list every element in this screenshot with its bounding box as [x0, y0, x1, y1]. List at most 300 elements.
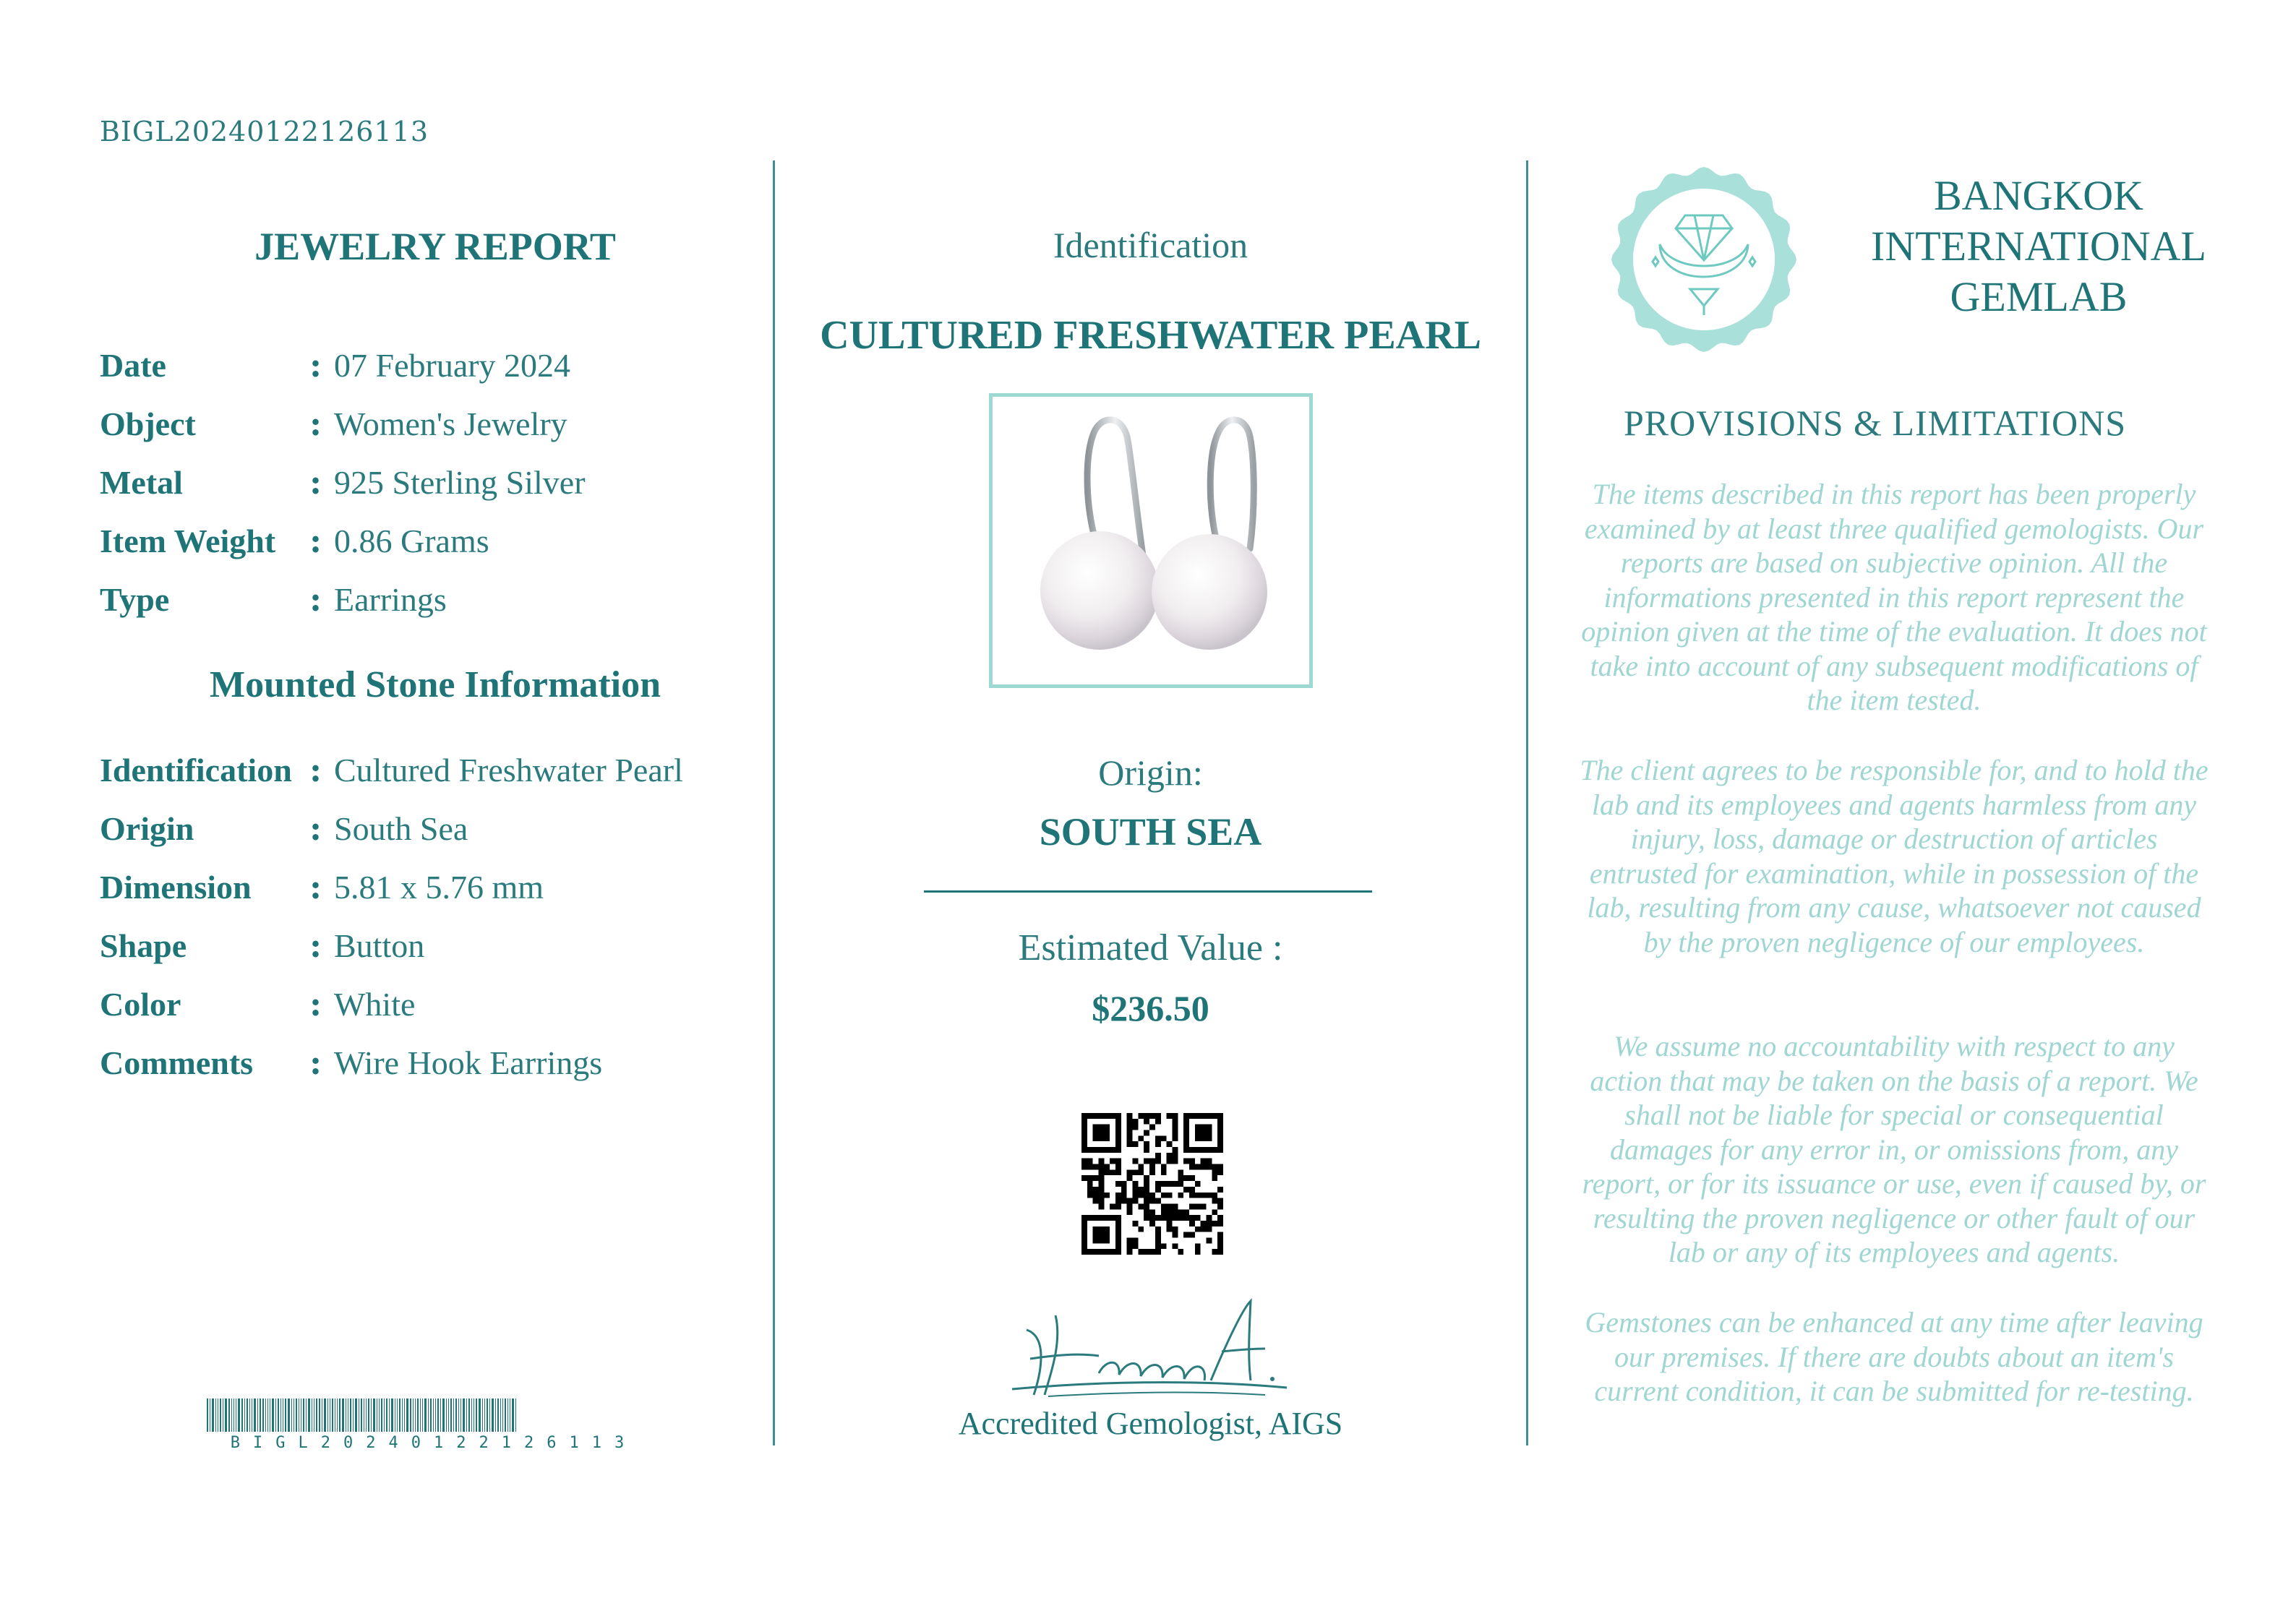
- barcode-bar: [512, 1399, 514, 1432]
- qr-module: [1144, 1130, 1149, 1136]
- qr-module: [1127, 1130, 1133, 1136]
- qr-module: [1144, 1198, 1149, 1204]
- qr-module: [1081, 1221, 1087, 1226]
- barcode-bar: [450, 1399, 452, 1432]
- qr-module: [1161, 1209, 1167, 1215]
- qr-module: [1127, 1135, 1133, 1141]
- qr-module: [1081, 1164, 1087, 1170]
- barcode-bar: [417, 1399, 419, 1432]
- qr-module: [1133, 1221, 1139, 1226]
- qr-module: [1201, 1226, 1207, 1232]
- qr-module: [1099, 1232, 1105, 1238]
- field-value: South Sea: [334, 810, 468, 847]
- qr-module: [1115, 1125, 1121, 1130]
- field-label: Shape: [100, 927, 187, 964]
- qr-module: [1104, 1164, 1110, 1170]
- qr-module: [1110, 1215, 1115, 1221]
- stone-name: CULTURED FRESHWATER PEARL: [820, 313, 1481, 358]
- qr-module: [1133, 1141, 1139, 1147]
- barcode-bar: [207, 1399, 208, 1432]
- barcode-bar: [368, 1399, 369, 1432]
- qr-module: [1121, 1187, 1127, 1193]
- qr-module: [1133, 1125, 1139, 1130]
- qr-module: [1133, 1159, 1139, 1164]
- barcode-bar: [433, 1399, 434, 1432]
- qr-module: [1138, 1226, 1144, 1232]
- barcode-bar: [386, 1399, 387, 1432]
- qr-module: [1217, 1135, 1223, 1141]
- qr-module: [1099, 1181, 1105, 1187]
- barcode-bar: [220, 1399, 221, 1432]
- qr-module: [1201, 1203, 1207, 1209]
- barcode-bar: [308, 1399, 310, 1432]
- qr-module: [1212, 1221, 1217, 1226]
- qr-module: [1093, 1175, 1099, 1181]
- barcode-bar: [502, 1399, 503, 1432]
- qr-module: [1115, 1226, 1121, 1232]
- barcode-bar: [296, 1399, 297, 1432]
- field-row-dimension: [100, 867, 683, 926]
- barcode-bar: [342, 1399, 344, 1432]
- barcode-bar: [495, 1399, 496, 1432]
- qr-module: [1144, 1159, 1149, 1164]
- barcode-bar: [468, 1399, 470, 1432]
- qr-module: [1149, 1159, 1155, 1164]
- qr-module: [1217, 1243, 1223, 1249]
- qr-module: [1183, 1232, 1189, 1238]
- qr-module: [1161, 1215, 1167, 1221]
- field-row-date: [100, 345, 586, 404]
- barcode-bar: [249, 1399, 250, 1432]
- qr-module: [1110, 1147, 1115, 1153]
- qr-module: [1115, 1113, 1121, 1119]
- qr-module: [1104, 1169, 1110, 1175]
- qr-module: [1161, 1169, 1167, 1175]
- qr-module: [1195, 1164, 1201, 1170]
- field-value: Button: [334, 927, 425, 964]
- qr-module: [1201, 1221, 1207, 1226]
- field-row-identification: [100, 750, 683, 809]
- qr-module: [1155, 1119, 1161, 1125]
- field-value: Wire Hook Earrings: [334, 1044, 603, 1081]
- field-row-type: [100, 580, 586, 638]
- qr-module: [1161, 1203, 1167, 1209]
- provisions-paragraph: The items described in this report has been properly examined by at least three qualified gemologists. Our reports are based on subjective opinion. All the informations presented in this report represent the opinion given at the time of the evaluation. It does not take into account of any subsequent modifications of the item tested.: [1581, 478, 2207, 716]
- barcode-bar: [381, 1399, 382, 1432]
- qr-module: [1167, 1215, 1173, 1221]
- qr-module: [1217, 1249, 1223, 1255]
- barcode-bar: [327, 1399, 328, 1432]
- qr-module: [1138, 1203, 1144, 1209]
- qr-module: [1189, 1147, 1195, 1153]
- qr-module: [1183, 1187, 1189, 1193]
- barcode-bar: [448, 1399, 449, 1432]
- qr-module: [1104, 1135, 1110, 1141]
- qr-module: [1206, 1159, 1212, 1164]
- qr-module: [1138, 1169, 1144, 1175]
- barcode-bar: [355, 1399, 357, 1432]
- qr-module: [1167, 1113, 1173, 1119]
- lab-name-line: GEMLAB: [1950, 273, 2128, 320]
- qr-module: [1133, 1237, 1139, 1243]
- barcode-bar: [402, 1399, 403, 1432]
- qr-module: [1155, 1232, 1161, 1238]
- field-label: Color: [100, 986, 181, 1023]
- qr-module: [1115, 1198, 1121, 1204]
- barcode-bar: [458, 1399, 459, 1432]
- signature-icon: [1005, 1286, 1294, 1402]
- qr-module: [1127, 1237, 1133, 1243]
- barcode-bar: [489, 1399, 490, 1432]
- qr-module: [1195, 1113, 1201, 1119]
- qr-module: [1189, 1175, 1195, 1181]
- qr-module: [1189, 1193, 1195, 1198]
- qr-module: [1195, 1130, 1201, 1136]
- middle-divider-rule: [924, 890, 1372, 893]
- qr-module: [1087, 1159, 1093, 1164]
- qr-code-icon: [1081, 1113, 1223, 1255]
- field-value: 0.86 Grams: [334, 523, 489, 559]
- qr-module: [1201, 1147, 1207, 1153]
- qr-module: [1087, 1181, 1093, 1187]
- barcode-bar: [404, 1399, 405, 1432]
- qr-module: [1172, 1181, 1178, 1187]
- qr-module: [1099, 1203, 1105, 1209]
- qr-module: [1155, 1153, 1161, 1159]
- qr-module: [1104, 1193, 1110, 1198]
- qr-module: [1178, 1181, 1183, 1187]
- qr-module: [1093, 1187, 1099, 1193]
- qr-module: [1212, 1193, 1217, 1198]
- barcode-bar: [267, 1399, 268, 1432]
- qr-module: [1087, 1249, 1093, 1255]
- qr-module: [1183, 1119, 1189, 1125]
- barcode-bar: [373, 1399, 375, 1432]
- qr-module: [1161, 1164, 1167, 1170]
- barcode-bar: [410, 1399, 411, 1432]
- qr-module: [1183, 1215, 1189, 1221]
- qr-module: [1149, 1249, 1155, 1255]
- qr-module: [1138, 1187, 1144, 1193]
- qr-module: [1144, 1175, 1149, 1181]
- qr-module: [1144, 1249, 1149, 1255]
- qr-module: [1127, 1141, 1133, 1147]
- barcode-bar: [482, 1399, 483, 1432]
- column-divider-right: [1526, 160, 1528, 1445]
- qr-module: [1206, 1215, 1212, 1221]
- qr-module: [1178, 1193, 1183, 1198]
- barcode-bar: [471, 1399, 472, 1432]
- qr-module: [1138, 1135, 1144, 1141]
- qr-module: [1149, 1221, 1155, 1226]
- qr-module: [1087, 1175, 1093, 1181]
- qr-module: [1195, 1181, 1201, 1187]
- barcode-bar: [288, 1399, 290, 1432]
- qr-module: [1212, 1209, 1217, 1215]
- qr-module: [1149, 1215, 1155, 1221]
- qr-module: [1217, 1141, 1223, 1147]
- qr-module: [1178, 1215, 1183, 1221]
- barcode-bar: [505, 1399, 506, 1432]
- barcode-bar: [337, 1399, 338, 1432]
- qr-module: [1081, 1237, 1087, 1243]
- qr-module: [1087, 1164, 1093, 1170]
- barcode-bar: [285, 1399, 286, 1432]
- qr-module: [1155, 1141, 1161, 1147]
- qr-module: [1217, 1203, 1223, 1209]
- barcode-bar: [413, 1399, 414, 1432]
- qr-module: [1144, 1203, 1149, 1209]
- field-row-color: [100, 984, 683, 1043]
- qr-module: [1081, 1243, 1087, 1249]
- mounted-stone-title: Mounted Stone Information: [209, 664, 661, 705]
- qr-module: [1093, 1249, 1099, 1255]
- barcode-bar: [391, 1399, 393, 1432]
- qr-module: [1206, 1193, 1212, 1198]
- qr-module: [1093, 1237, 1099, 1243]
- qr-module: [1195, 1215, 1201, 1221]
- barcode-bar: [435, 1399, 436, 1432]
- qr-module: [1104, 1249, 1110, 1255]
- qr-module: [1178, 1209, 1183, 1215]
- qr-module: [1110, 1159, 1115, 1164]
- barcode-bar: [280, 1399, 281, 1432]
- barcode-bar: [215, 1399, 216, 1432]
- qr-module: [1104, 1130, 1110, 1136]
- qr-module: [1099, 1187, 1105, 1193]
- qr-module: [1115, 1215, 1121, 1221]
- barcode-bar: [244, 1399, 245, 1432]
- qr-module: [1167, 1193, 1173, 1198]
- qr-module: [1115, 1193, 1121, 1198]
- barcode-bar: [303, 1399, 304, 1432]
- lab-name-line: BANGKOK: [1934, 172, 2143, 219]
- qr-module: [1115, 1135, 1121, 1141]
- qr-module: [1099, 1125, 1105, 1130]
- qr-module: [1087, 1215, 1093, 1221]
- qr-module: [1133, 1181, 1139, 1187]
- barcode-bar: [389, 1399, 390, 1432]
- qr-module: [1093, 1226, 1099, 1232]
- barcode-bar: [324, 1399, 326, 1432]
- origin-label: Origin:: [1098, 752, 1203, 793]
- qr-module: [1183, 1113, 1189, 1119]
- qr-module: [1133, 1169, 1139, 1175]
- barcode-bar: [455, 1399, 457, 1432]
- barcode-text: BIGL20240122126113: [230, 1434, 638, 1452]
- qr-module: [1172, 1159, 1178, 1164]
- qr-module: [1201, 1164, 1207, 1170]
- qr-module: [1183, 1175, 1189, 1181]
- qr-module: [1110, 1249, 1115, 1255]
- qr-module: [1115, 1130, 1121, 1136]
- qr-module: [1206, 1221, 1212, 1226]
- field-value: White: [334, 986, 416, 1023]
- qr-module: [1149, 1209, 1155, 1215]
- qr-module: [1167, 1203, 1173, 1209]
- qr-module: [1115, 1249, 1121, 1255]
- qr-module: [1212, 1113, 1217, 1119]
- barcode-bar: [420, 1399, 421, 1432]
- barcode-bar: [350, 1399, 351, 1432]
- qr-module: [1201, 1130, 1207, 1136]
- qr-module: [1217, 1198, 1223, 1204]
- qr-module: [1115, 1164, 1121, 1170]
- qr-module: [1133, 1243, 1139, 1249]
- qr-module: [1217, 1125, 1223, 1130]
- qr-module: [1093, 1125, 1099, 1130]
- barcode-bar: [257, 1399, 258, 1432]
- barcode-bar: [260, 1399, 261, 1432]
- qr-module: [1217, 1187, 1223, 1193]
- qr-module: [1195, 1226, 1201, 1232]
- qr-module: [1206, 1125, 1212, 1130]
- qr-module: [1183, 1159, 1189, 1164]
- barcode-bar: [442, 1399, 445, 1432]
- qr-module: [1201, 1113, 1207, 1119]
- barcode-bar: [428, 1399, 429, 1432]
- field-label: Item Weight: [100, 523, 276, 559]
- barcode-bar: [225, 1399, 227, 1432]
- qr-module: [1212, 1164, 1217, 1170]
- qr-module: [1115, 1243, 1121, 1249]
- qr-module: [1161, 1181, 1167, 1187]
- qr-module: [1167, 1153, 1173, 1159]
- qr-module: [1138, 1249, 1144, 1255]
- qr-module: [1189, 1159, 1195, 1164]
- barcode-bar: [415, 1399, 416, 1432]
- qr-module: [1138, 1113, 1144, 1119]
- qr-module: [1144, 1187, 1149, 1193]
- qr-module: [1212, 1169, 1217, 1175]
- field-row-weight: [100, 521, 586, 580]
- qr-module: [1099, 1147, 1105, 1153]
- field-label: Identification: [100, 752, 292, 789]
- barcode-bar: [406, 1399, 408, 1432]
- field-colon: :: [309, 750, 322, 789]
- qr-module: [1172, 1113, 1178, 1119]
- qr-module: [1081, 1125, 1087, 1130]
- qr-module: [1217, 1113, 1223, 1119]
- qr-module: [1172, 1209, 1178, 1215]
- barcode-bar: [278, 1399, 279, 1432]
- barcode-bar: [319, 1399, 320, 1432]
- barcode-bar: [238, 1399, 240, 1432]
- barcode-bar: [424, 1399, 427, 1432]
- field-colon: :: [309, 1043, 322, 1082]
- qr-module: [1183, 1130, 1189, 1136]
- qr-module: [1144, 1181, 1149, 1187]
- qr-module: [1144, 1113, 1149, 1119]
- qr-module: [1189, 1232, 1195, 1238]
- qr-module: [1206, 1226, 1212, 1232]
- qr-module: [1172, 1125, 1178, 1130]
- qr-module: [1104, 1125, 1110, 1130]
- field-row-object: [100, 404, 586, 463]
- qr-module: [1115, 1119, 1121, 1125]
- field-colon: :: [309, 521, 322, 560]
- qr-module: [1172, 1215, 1178, 1221]
- gemlab-seal-icon: [1609, 165, 1799, 354]
- qr-module: [1172, 1147, 1178, 1153]
- barcode-bar: [507, 1399, 508, 1432]
- qr-module: [1212, 1249, 1217, 1255]
- provisions-paragraph: The client agrees to be responsible for, and to hold the lab and its employees and agents harmless from any injury, loss, damage or destruction of articles entrusted for examination, while in possession of the lab, resulting from any cause, whatsoever not caused by the proven negligence of our employees.: [1580, 754, 2209, 958]
- qr-module: [1138, 1193, 1144, 1198]
- field-label: Date: [100, 347, 166, 384]
- barcode-bar: [231, 1399, 232, 1432]
- qr-module: [1093, 1198, 1099, 1204]
- barcode-bar: [453, 1399, 454, 1432]
- barcode-bar: [262, 1399, 264, 1432]
- report-title: JEWELRY REPORT: [254, 225, 616, 268]
- qr-module: [1099, 1249, 1105, 1255]
- barcode-bar: [275, 1399, 276, 1432]
- qr-module: [1172, 1119, 1178, 1125]
- identification-label: Identification: [1053, 225, 1248, 265]
- qr-module: [1127, 1243, 1133, 1249]
- qr-module: [1206, 1135, 1212, 1141]
- qr-module: [1127, 1249, 1133, 1255]
- qr-module: [1144, 1119, 1149, 1125]
- qr-module: [1189, 1113, 1195, 1119]
- qr-module: [1189, 1221, 1195, 1226]
- qr-module: [1195, 1147, 1201, 1153]
- field-label: Metal: [100, 464, 183, 501]
- qr-module: [1087, 1147, 1093, 1153]
- qr-module: [1081, 1130, 1087, 1136]
- barcode-bar: [440, 1399, 441, 1432]
- qr-module: [1217, 1215, 1223, 1221]
- lab-name-line: INTERNATIONAL: [1871, 223, 2206, 270]
- qr-module: [1172, 1153, 1178, 1159]
- qr-module: [1104, 1232, 1110, 1238]
- field-colon: :: [309, 580, 322, 619]
- stone-details: [100, 750, 683, 1101]
- field-row-metal: [100, 463, 586, 521]
- field-value: Women's Jewelry: [334, 405, 567, 442]
- qr-module: [1081, 1249, 1087, 1255]
- barcode-bar: [384, 1399, 385, 1432]
- qr-module: [1195, 1135, 1201, 1141]
- qr-module: [1144, 1193, 1149, 1198]
- qr-module: [1115, 1237, 1121, 1243]
- provisions-paragraph: Gemstones can be enhanced at any time after leaving our premises. If there are doubts about an item's current condition, it can be submitted for re-testing.: [1585, 1306, 2203, 1407]
- barcode-icon: [207, 1399, 661, 1432]
- qr-module: [1115, 1203, 1121, 1209]
- field-value: 07 February 2024: [334, 347, 571, 384]
- barcode-bar: [291, 1399, 292, 1432]
- qr-module: [1133, 1119, 1139, 1125]
- qr-module: [1081, 1215, 1087, 1221]
- qr-module: [1104, 1113, 1110, 1119]
- barcode-bar: [484, 1399, 485, 1432]
- field-row-comments: [100, 1043, 683, 1101]
- item-details: [100, 345, 586, 638]
- qr-module: [1183, 1135, 1189, 1141]
- barcode-bar: [228, 1399, 230, 1432]
- qr-module: [1127, 1119, 1133, 1125]
- field-value: Earrings: [334, 581, 447, 618]
- qr-module: [1099, 1130, 1105, 1136]
- qr-module: [1127, 1175, 1133, 1181]
- qr-module: [1133, 1198, 1139, 1204]
- lab-name: [1851, 171, 2227, 322]
- qr-module: [1149, 1164, 1155, 1170]
- pearl-earrings-image: [993, 397, 1309, 684]
- qr-module: [1081, 1159, 1087, 1164]
- qr-module: [1110, 1113, 1115, 1119]
